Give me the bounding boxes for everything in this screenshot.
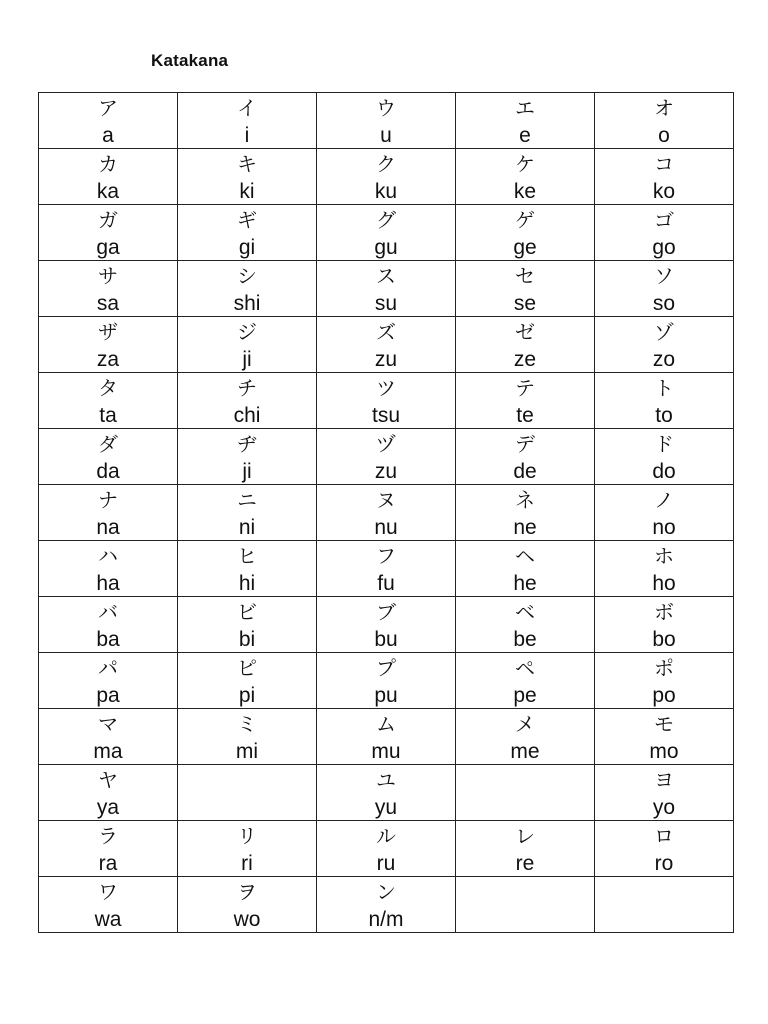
kana-character: ロ bbox=[654, 824, 674, 848]
kana-character: ム bbox=[376, 712, 396, 736]
kana-cell bbox=[595, 541, 734, 597]
kana-character: ユ bbox=[376, 768, 396, 792]
page-title: Katakana bbox=[151, 51, 229, 70]
kana-cell bbox=[595, 653, 734, 709]
table-row bbox=[39, 317, 734, 373]
romaji-reading: chi bbox=[233, 404, 261, 427]
kana-cell bbox=[317, 709, 456, 765]
romaji-reading: ri bbox=[241, 852, 253, 875]
romaji-reading: shi bbox=[233, 292, 261, 315]
kana-character: テ bbox=[515, 376, 535, 400]
romaji-reading: n/m bbox=[368, 908, 404, 931]
kana-cell bbox=[595, 317, 734, 373]
romaji-reading: go bbox=[652, 236, 676, 259]
table-row bbox=[39, 429, 734, 485]
kana-character: プ bbox=[376, 656, 396, 680]
kana-character: ヌ bbox=[376, 488, 396, 512]
table-row bbox=[39, 765, 734, 821]
kana-character: ナ bbox=[98, 488, 118, 512]
romaji-reading: tsu bbox=[371, 404, 400, 427]
romaji-reading: pu bbox=[374, 684, 398, 707]
kana-character: リ bbox=[237, 824, 257, 848]
kana-character: オ bbox=[654, 96, 674, 120]
romaji-reading: ho bbox=[652, 572, 676, 595]
kana-character: ペ bbox=[515, 656, 535, 680]
kana-cell bbox=[39, 317, 178, 373]
kana-character: ヲ bbox=[237, 880, 257, 904]
kana-character: ギ bbox=[237, 208, 257, 232]
kana-character: ヒ bbox=[237, 544, 257, 568]
romaji-reading: he bbox=[513, 572, 537, 595]
romaji-reading: me bbox=[510, 740, 540, 763]
kana-character: ソ bbox=[654, 264, 674, 288]
kana-character: ブ bbox=[376, 600, 396, 624]
kana-character: ヅ bbox=[376, 432, 396, 456]
kana-character: ダ bbox=[98, 432, 118, 456]
romaji-reading: bo bbox=[652, 628, 676, 651]
romaji-reading: o bbox=[658, 124, 670, 147]
kana-cell bbox=[39, 653, 178, 709]
kana-character: ト bbox=[654, 376, 674, 400]
kana-cell bbox=[178, 485, 317, 541]
kana-cell bbox=[317, 765, 456, 821]
kana-cell bbox=[456, 93, 595, 149]
kana-cell bbox=[456, 541, 595, 597]
kana-cell bbox=[39, 205, 178, 261]
kana-cell bbox=[178, 373, 317, 429]
table-row bbox=[39, 821, 734, 877]
romaji-reading: ge bbox=[513, 236, 537, 259]
kana-cell bbox=[39, 541, 178, 597]
romaji-reading bbox=[595, 907, 733, 932]
romaji-reading: ba bbox=[96, 628, 120, 651]
romaji-reading: ka bbox=[96, 180, 120, 203]
kana-character: ワ bbox=[98, 880, 118, 904]
romaji-reading: zu bbox=[374, 460, 398, 483]
kana-character: ボ bbox=[654, 600, 674, 624]
kana-cell bbox=[178, 653, 317, 709]
katakana-table-body bbox=[39, 93, 734, 933]
kana-cell bbox=[39, 597, 178, 653]
kana-cell bbox=[178, 317, 317, 373]
kana-character: タ bbox=[98, 376, 118, 400]
romaji-reading: gi bbox=[238, 236, 256, 259]
kana-cell bbox=[178, 93, 317, 149]
kana-character: イ bbox=[237, 96, 257, 120]
romaji-reading: i bbox=[244, 124, 250, 147]
kana-cell bbox=[456, 485, 595, 541]
kana-character: マ bbox=[98, 712, 118, 736]
kana-cell bbox=[595, 93, 734, 149]
table-row bbox=[39, 597, 734, 653]
kana-character: ド bbox=[654, 432, 674, 456]
kana-cell bbox=[595, 765, 734, 821]
kana-character: ノ bbox=[654, 488, 674, 512]
kana-character: チ bbox=[237, 376, 257, 400]
romaji-reading: ma bbox=[93, 740, 123, 763]
romaji-reading: de bbox=[513, 460, 537, 483]
romaji-reading: ya bbox=[96, 796, 120, 819]
kana-character: ヤ bbox=[98, 768, 118, 792]
romaji-reading bbox=[178, 795, 316, 820]
romaji-reading: wo bbox=[233, 908, 261, 931]
kana-character: キ bbox=[237, 152, 257, 176]
kana-character: ズ bbox=[376, 320, 396, 344]
kana-cell bbox=[456, 373, 595, 429]
kana-character: パ bbox=[98, 656, 118, 680]
romaji-reading: u bbox=[380, 124, 392, 147]
romaji-reading: da bbox=[96, 460, 120, 483]
kana-cell bbox=[595, 261, 734, 317]
table-row bbox=[39, 877, 734, 933]
romaji-reading bbox=[456, 795, 594, 820]
romaji-reading: bu bbox=[374, 628, 398, 651]
kana-cell bbox=[595, 821, 734, 877]
romaji-reading: mi bbox=[235, 740, 259, 763]
romaji-reading: zo bbox=[652, 348, 676, 371]
kana-cell bbox=[317, 205, 456, 261]
kana-cell bbox=[178, 597, 317, 653]
kana-cell bbox=[456, 429, 595, 485]
kana-character: ヘ bbox=[515, 544, 535, 568]
romaji-reading: wa bbox=[94, 908, 122, 931]
kana-character: ン bbox=[376, 880, 396, 904]
kana-cell bbox=[317, 541, 456, 597]
kana-character: コ bbox=[654, 152, 674, 176]
kana-cell bbox=[317, 317, 456, 373]
romaji-reading: ha bbox=[96, 572, 120, 595]
romaji-reading bbox=[456, 907, 594, 932]
kana-cell bbox=[178, 261, 317, 317]
kana-cell bbox=[317, 877, 456, 933]
romaji-reading: su bbox=[374, 292, 398, 315]
kana-cell bbox=[39, 373, 178, 429]
kana-cell bbox=[178, 149, 317, 205]
kana-character: ゲ bbox=[515, 208, 535, 232]
kana-cell bbox=[595, 485, 734, 541]
table-row bbox=[39, 709, 734, 765]
romaji-reading: so bbox=[652, 292, 676, 315]
romaji-reading: ki bbox=[239, 180, 255, 203]
kana-cell bbox=[178, 709, 317, 765]
kana-cell bbox=[39, 821, 178, 877]
kana-character: グ bbox=[376, 208, 396, 232]
kana-cell bbox=[178, 541, 317, 597]
romaji-reading: pe bbox=[513, 684, 537, 707]
kana-character: ヂ bbox=[237, 432, 257, 456]
romaji-reading: pa bbox=[96, 684, 120, 707]
kana-cell bbox=[595, 709, 734, 765]
romaji-reading: do bbox=[652, 460, 676, 483]
kana-cell bbox=[456, 261, 595, 317]
kana-character bbox=[456, 878, 594, 907]
kana-cell bbox=[317, 149, 456, 205]
romaji-reading: ji bbox=[242, 460, 252, 483]
kana-cell bbox=[39, 261, 178, 317]
kana-cell bbox=[317, 485, 456, 541]
kana-character: ク bbox=[376, 152, 396, 176]
romaji-reading: ko bbox=[652, 180, 676, 203]
romaji-reading: re bbox=[515, 852, 535, 875]
kana-character: シ bbox=[237, 264, 257, 288]
romaji-reading: yu bbox=[374, 796, 398, 819]
table-row bbox=[39, 373, 734, 429]
kana-character: フ bbox=[376, 544, 396, 568]
romaji-reading: ta bbox=[99, 404, 117, 427]
romaji-reading: to bbox=[655, 404, 673, 427]
kana-character: ビ bbox=[237, 600, 257, 624]
romaji-reading: se bbox=[513, 292, 537, 315]
kana-character: ウ bbox=[376, 96, 396, 120]
kana-cell bbox=[456, 653, 595, 709]
romaji-reading: ra bbox=[98, 852, 118, 875]
kana-cell bbox=[456, 149, 595, 205]
kana-character: モ bbox=[654, 712, 674, 736]
kana-cell bbox=[317, 653, 456, 709]
kana-cell bbox=[178, 429, 317, 485]
kana-character: ア bbox=[98, 96, 118, 120]
romaji-reading: ze bbox=[513, 348, 537, 371]
kana-cell bbox=[595, 373, 734, 429]
romaji-reading: po bbox=[652, 684, 676, 707]
kana-character: ニ bbox=[237, 488, 257, 512]
kana-cell bbox=[39, 709, 178, 765]
kana-character: ケ bbox=[515, 152, 535, 176]
romaji-reading: zu bbox=[374, 348, 398, 371]
kana-character bbox=[595, 878, 733, 907]
kana-cell bbox=[317, 93, 456, 149]
kana-cell bbox=[456, 205, 595, 261]
kana-character: メ bbox=[515, 712, 535, 736]
kana-character: サ bbox=[98, 264, 118, 288]
romaji-reading: na bbox=[96, 516, 120, 539]
kana-character: ホ bbox=[654, 544, 674, 568]
kana-cell bbox=[317, 821, 456, 877]
romaji-reading: sa bbox=[96, 292, 120, 315]
kana-character bbox=[456, 766, 594, 795]
romaji-reading: yo bbox=[652, 796, 676, 819]
romaji-reading: no bbox=[652, 516, 676, 539]
kana-character: ル bbox=[376, 824, 396, 848]
kana-cell bbox=[456, 709, 595, 765]
romaji-reading: ku bbox=[374, 180, 398, 203]
kana-cell bbox=[178, 821, 317, 877]
kana-cell bbox=[595, 877, 734, 933]
romaji-reading: gu bbox=[374, 236, 398, 259]
romaji-reading: ni bbox=[238, 516, 256, 539]
kana-character: ヨ bbox=[654, 768, 674, 792]
kana-character: ジ bbox=[237, 320, 257, 344]
kana-cell bbox=[178, 765, 317, 821]
kana-cell bbox=[456, 597, 595, 653]
table-row bbox=[39, 653, 734, 709]
table-row bbox=[39, 541, 734, 597]
kana-character: セ bbox=[515, 264, 535, 288]
romaji-reading: te bbox=[516, 404, 534, 427]
kana-character: ザ bbox=[98, 320, 118, 344]
kana-character: エ bbox=[515, 96, 535, 120]
kana-character: カ bbox=[98, 152, 118, 176]
table-row bbox=[39, 149, 734, 205]
kana-cell bbox=[178, 205, 317, 261]
kana-cell bbox=[595, 205, 734, 261]
kana-cell bbox=[39, 429, 178, 485]
kana-character: ツ bbox=[376, 376, 396, 400]
kana-character: ハ bbox=[98, 544, 118, 568]
kana-character: ゼ bbox=[515, 320, 535, 344]
kana-character: レ bbox=[515, 824, 535, 848]
kana-cell bbox=[595, 597, 734, 653]
romaji-reading: hi bbox=[238, 572, 256, 595]
kana-cell bbox=[39, 485, 178, 541]
kana-character: ゴ bbox=[654, 208, 674, 232]
kana-character: ガ bbox=[98, 208, 118, 232]
kana-character: ゾ bbox=[654, 320, 674, 344]
romaji-reading: mu bbox=[371, 740, 401, 763]
kana-cell bbox=[39, 149, 178, 205]
romaji-reading: ne bbox=[513, 516, 537, 539]
romaji-reading: ji bbox=[242, 348, 252, 371]
kana-cell bbox=[39, 93, 178, 149]
romaji-reading: be bbox=[513, 628, 537, 651]
kana-cell bbox=[456, 821, 595, 877]
kana-character: バ bbox=[98, 600, 118, 624]
kana-character: ネ bbox=[515, 488, 535, 512]
kana-character: ミ bbox=[237, 712, 257, 736]
romaji-reading: ro bbox=[654, 852, 674, 875]
kana-cell bbox=[178, 877, 317, 933]
kana-character: ポ bbox=[654, 656, 674, 680]
kana-character: デ bbox=[515, 432, 535, 456]
romaji-reading: a bbox=[102, 124, 114, 147]
table-row bbox=[39, 205, 734, 261]
romaji-reading: za bbox=[96, 348, 120, 371]
kana-cell bbox=[39, 765, 178, 821]
table-row bbox=[39, 93, 734, 149]
romaji-reading: fu bbox=[377, 572, 395, 595]
kana-cell bbox=[595, 149, 734, 205]
kana-character bbox=[178, 766, 316, 795]
kana-cell bbox=[456, 877, 595, 933]
kana-cell bbox=[317, 597, 456, 653]
kana-cell bbox=[317, 261, 456, 317]
romaji-reading: pi bbox=[238, 684, 256, 707]
romaji-reading: mo bbox=[649, 740, 679, 763]
kana-character: ラ bbox=[98, 824, 118, 848]
katakana-table bbox=[38, 92, 734, 933]
kana-character: ピ bbox=[237, 656, 257, 680]
romaji-reading: ga bbox=[96, 236, 120, 259]
kana-cell bbox=[595, 429, 734, 485]
table-row bbox=[39, 261, 734, 317]
romaji-reading: bi bbox=[238, 628, 256, 651]
romaji-reading: nu bbox=[374, 516, 398, 539]
kana-cell bbox=[317, 373, 456, 429]
romaji-reading: e bbox=[519, 124, 531, 147]
kana-character: ベ bbox=[515, 600, 535, 624]
table-row bbox=[39, 485, 734, 541]
kana-cell bbox=[456, 765, 595, 821]
romaji-reading: ke bbox=[513, 180, 537, 203]
kana-character: ス bbox=[376, 264, 396, 288]
romaji-reading: ru bbox=[376, 852, 396, 875]
kana-cell bbox=[39, 877, 178, 933]
kana-cell bbox=[317, 429, 456, 485]
kana-cell bbox=[456, 317, 595, 373]
